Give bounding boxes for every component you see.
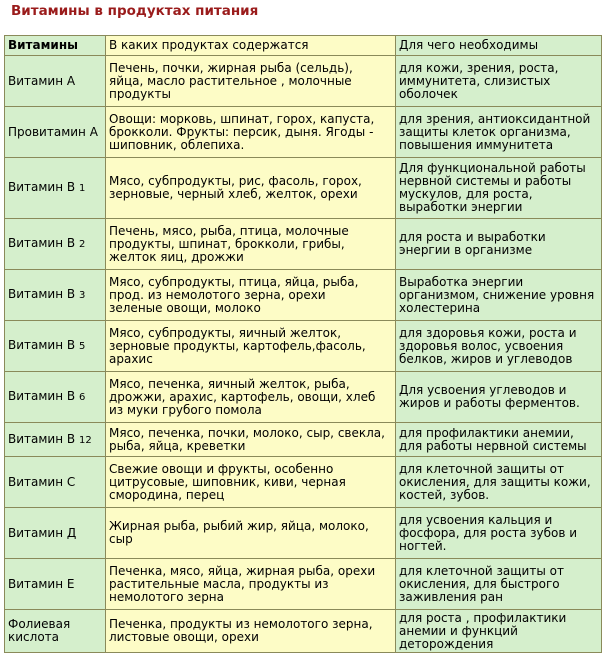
- vitamin-name-cell: [5, 270, 106, 321]
- vitamin-name-cell: [5, 559, 106, 610]
- vitamins-table: [4, 35, 602, 653]
- products-cell: Мясо, субпродукты, рис, фасоль, горох, зерновые, черный хлеб, желток, орехи: [106, 158, 396, 219]
- purpose-cell: для усвоения кальция и фосфора, для роста зубов и ногтей.: [396, 508, 602, 559]
- vitamin-name: Витамин В: [8, 389, 76, 403]
- purpose-cell: для клеточной защиты от окисления, для быстрого заживления ран: [396, 559, 602, 610]
- purpose-cell: Выработка энергии организмом, снижение уровня холестерина: [396, 270, 602, 321]
- table-row: [5, 219, 602, 270]
- products-cell: Печень, почки, жирная рыба (сельдь), яйца, масло растительное , молочные продукты: [106, 56, 396, 107]
- purpose-cell: для клеточной защиты от окисления, для защиты кожи, костей, зубов.: [396, 457, 602, 508]
- products-cell: Мясо, субпродукты, птица, яйца, рыба, прод. из немолотого зерна, орехи зеленые овощи, молоко: [106, 270, 396, 321]
- table-row: [5, 559, 602, 610]
- vitamin-name: Витамин В: [8, 287, 76, 301]
- purpose-cell: для кожи, зрения, роста, иммунитета, слизистых оболочек: [396, 56, 602, 107]
- table-row: [5, 56, 602, 107]
- vitamin-name-cell: [5, 321, 106, 372]
- table-row: [5, 423, 602, 457]
- vitamin-subscript: 12: [78, 434, 92, 446]
- vitamin-subscript: 5: [78, 341, 86, 352]
- vitamin-subscript: 6: [78, 392, 86, 403]
- vitamin-name: Витамин А: [8, 73, 76, 88]
- vitamin-name-cell: [5, 158, 106, 219]
- products-cell: Овощи: морковь, шпинат, горох, капуста, брокколи. Фрукты: персик, дыня. Ягоды - шиповник, облепиха.: [106, 107, 396, 158]
- vitamin-subscript: 2: [78, 239, 86, 250]
- table-row: [5, 321, 602, 372]
- vitamin-name: Витамин Д: [8, 525, 77, 540]
- table-row: [5, 270, 602, 321]
- vitamin-name: Витамин В: [8, 236, 76, 250]
- table-row: [5, 457, 602, 508]
- vitamin-name-cell: [5, 508, 106, 559]
- products-cell: Печенка, мясо, яйца, жирная рыба, орехи растительные масла, продукты из немолотого зерна: [106, 559, 396, 610]
- vitamin-name: Витамин В: [8, 431, 76, 446]
- purpose-cell: для зрения, антиоксидантной защиты клеток организма, повышения иммунитета: [396, 107, 602, 158]
- table-row: [5, 372, 602, 423]
- vitamin-name-cell: [5, 457, 106, 508]
- purpose-cell: Для усвоения углеводов и жиров и работы ферментов.: [396, 372, 602, 423]
- products-cell: Жирная рыба, рыбий жир, яйца, молоко, сыр: [106, 508, 396, 559]
- vitamin-name-cell: [5, 107, 106, 158]
- vitamin-name: Витамин Е: [8, 576, 75, 591]
- vitamin-name: Провитамин А: [8, 124, 98, 139]
- table-row: [5, 610, 602, 653]
- products-cell: Свежие овощи и фрукты, особенно цитрусовые, шиповник, киви, черная смородина, перец: [106, 457, 396, 508]
- table-row: [5, 508, 602, 559]
- header-products: В каких продуктах содержатся: [106, 36, 396, 56]
- vitamin-name: Витамин В: [8, 180, 76, 194]
- products-cell: Мясо, печенка, яичный желток, рыба, дрожжи, арахис, картофель, овощи, хлеб из муки грубого помола: [106, 372, 396, 423]
- page-title: Витамины в продуктах питания: [11, 3, 259, 19]
- purpose-cell: для профилактики анемии, для работы нервной системы: [396, 423, 602, 457]
- products-cell: Мясо, субпродукты, яичный желток, зерновые продукты, картофель,фасоль, арахис: [106, 321, 396, 372]
- vitamin-subscript: 1: [78, 183, 86, 194]
- purpose-cell: для роста , профилактики анемии и функций деторождения: [396, 610, 602, 653]
- table-row: [5, 158, 602, 219]
- header-vitamins: Витамины: [5, 36, 106, 56]
- vitamin-name: Витамин С: [8, 474, 76, 489]
- vitamin-name-cell: [5, 372, 106, 423]
- vitamin-name-cell: [5, 610, 106, 653]
- products-cell: Печенка, продукты из немолотого зерна, листовые овощи, орехи: [106, 610, 396, 653]
- header-purpose: Для чего необходимы: [396, 36, 602, 56]
- vitamin-subscript: 3: [78, 290, 86, 301]
- products-cell: Печень, мясо, рыба, птица, молочные продукты, шпинат, брокколи, грибы, желток яиц, дрожжи: [106, 219, 396, 270]
- vitamin-name-cell: [5, 423, 106, 457]
- purpose-cell: для роста и выработки энергии в организме: [396, 219, 602, 270]
- vitamin-name: Фолиевая кислота: [8, 617, 71, 644]
- vitamin-name-cell: [5, 219, 106, 270]
- table-header-row: [5, 36, 602, 56]
- table-row: [5, 107, 602, 158]
- products-cell: Мясо, печенка, почки, молоко, сыр, свекла, рыба, яйца, креветки: [106, 423, 396, 457]
- purpose-cell: для здоровья кожи, роста и здоровья волос, усвоения белков, жиров и углеводов: [396, 321, 602, 372]
- vitamin-name-cell: [5, 56, 106, 107]
- purpose-cell: Для функциональной работы нервной системы и работы мускулов, для роста, выработки энергии: [396, 158, 602, 219]
- vitamin-name: Витамин В: [8, 338, 76, 352]
- table-body: [5, 56, 602, 653]
